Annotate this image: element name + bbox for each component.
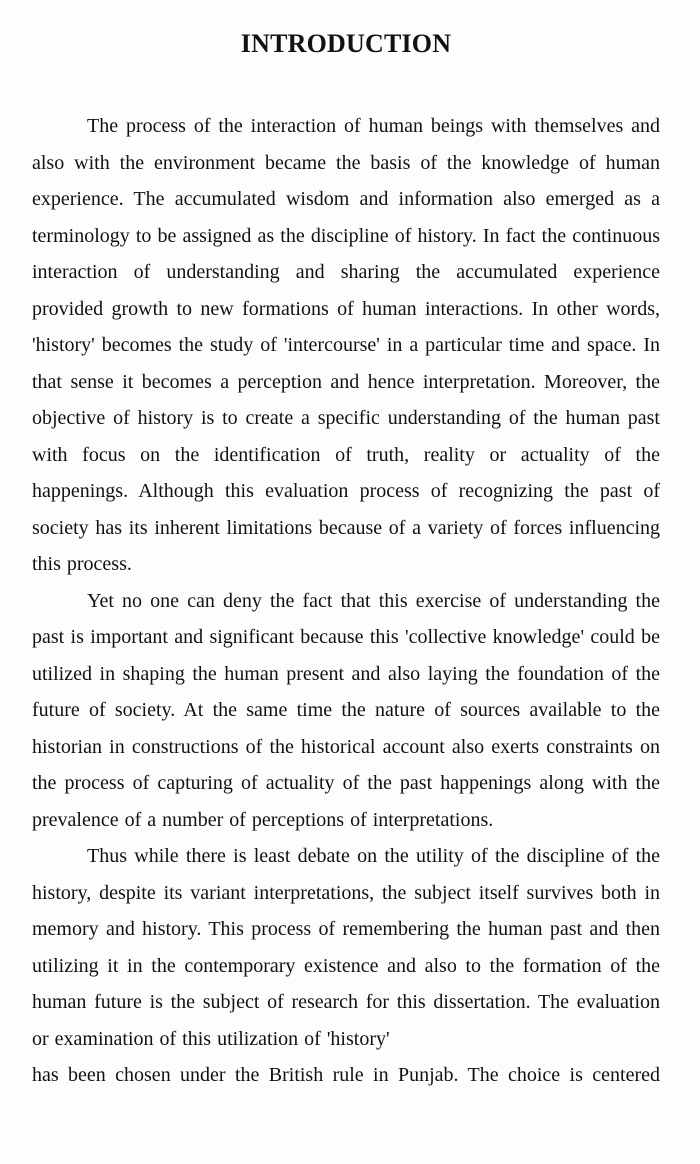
document-body <box>32 108 660 1094</box>
paragraph-3-continued-line: has been chosen under the British rule in Punjab. The choice is centered <box>32 1064 660 1086</box>
paragraph-3: Thus while there is least debate on the utility of the discipline of the history, despite its variant interpretations, the subject itself survives both in memory and history. This process of remembering the human past and then utilizing it in the contemporary existence and also to the formation of the human future is the subject of research for this dissertation. The evaluation or examination of this utilization of 'history' <box>32 845 660 1050</box>
page-title: INTRODUCTION <box>240 29 452 58</box>
paragraph-1: The process of the interaction of human beings with themselves and also with the environment became the basis of the knowledge of human experience. The accumulated wisdom and information also emerged as a terminology to be assigned as the discipline of history. In fact the continuous interaction of understanding and sharing the accumulated experience provided growth to new formations of human interactions. In other words, 'history' becomes the study of 'intercourse' in a particular time and space. In that sense it becomes a perception and hence interpretation. Moreover, the objective of history is to create a specific understanding of the human past with focus on the identification of truth, reality or actuality of the happenings. Although this evaluation process of recognizing the past of society has its inherent limitations because of a variety of forces influencing this process. <box>32 115 660 575</box>
paragraph-2: Yet no one can deny the fact that this exercise of understanding the past is important and significant because this 'collective knowledge' could be utilized in shaping the human present and also laying the foundation of the future of society. At the same time the nature of sources available to the historian in constructions of the historical account also exerts constraints on the process of capturing of actuality of the past happenings along with the prevalence of a number of perceptions of interpretations. <box>32 589 660 831</box>
